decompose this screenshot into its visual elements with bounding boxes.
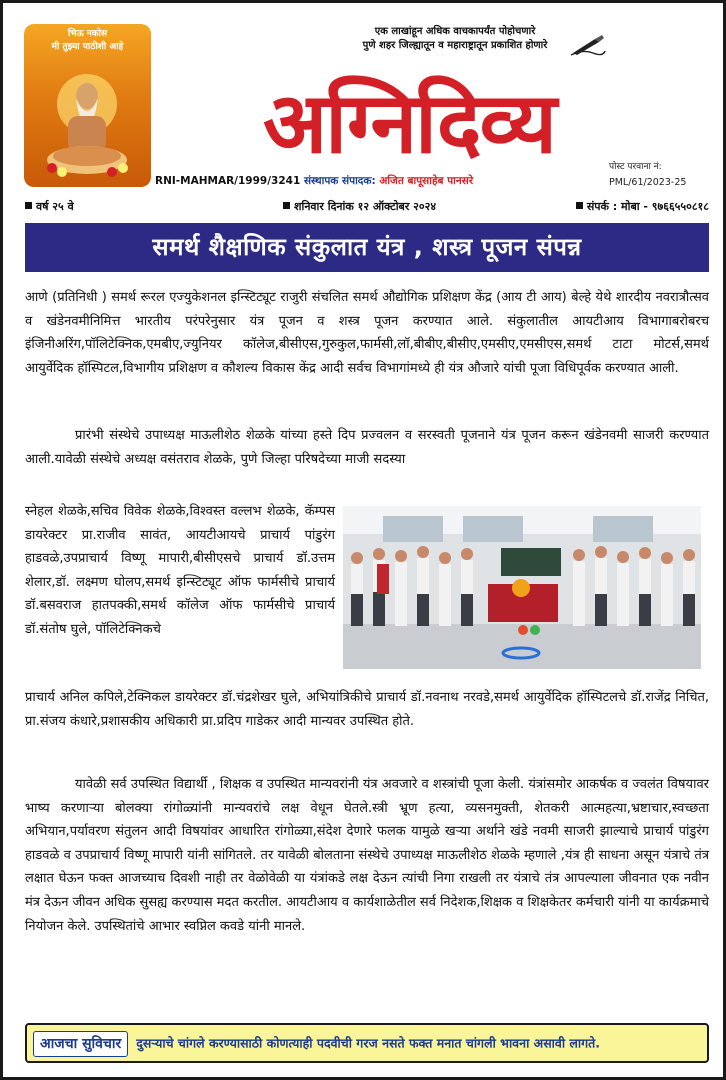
editor-name: अजित बापूसाहेब पानसरे (379, 175, 474, 187)
thought-label: आजचा सुविचार (33, 1031, 128, 1057)
article-paragraph-1: आणे (प्रतिनिधी ) समर्थ रूरल एज्युकेशनल इन्स्टिट्यूट राजुरी संचलित समर्थ औद्योगिक प्रशिक्षण केंद्र (आय टी आय) बेल्हे येथे शारदीय नवरात्रौत्सव व खंडेनवमीनिमित्त भारतीय परंपरेनुसार यंत्र पूजन व शस्त्र पूजन करण्यात आले. संकुलातील आयटीआय विभागाबरोबरच इंजिनीअरिंग,पॉलिटेक्निक,एमबीए,ज्युनियर कॉलेज,बीसीएस,गुरुकुल,फार्मसी,लॉ,बीबीए,बीसीए,एमसीए,एमसीएस,समर्थ टाटा मोटर्स,समर्थ आयुर्वेदिक हॉस्पिटल,विभागीय प्रशिक्षण व कौशल्य विकास केंद्र आदी सर्वच विभागांमध्ये ही यंत्र औजारे यांची पूजा विधिपूर्वक करण्यात आली. (25, 290, 709, 376)
newspaper-tagline (321, 25, 589, 53)
postal-permit (609, 159, 719, 191)
saint-portrait-image (24, 24, 151, 187)
postal-permit-label: पोस्ट परवाना नं: (609, 162, 662, 172)
tagline-line-1: एक लाखांहून अधिक वाचकापर्यंत पोहोचणारे (374, 26, 536, 37)
article-paragraph-2-rest: प्राचार्य अनिल कपिले,टेक्निकल डायरेक्टर डॉ.चंद्रशेखर घुले, अभियांत्रिकीचे प्राचार्य डॉ.नवनाथ नरवडे,समर्थ आयुर्वेदिक हॉस्पिटलचे डॉ.राजेंद्र निचित, प्रा.संजय कंधारे,प्रशासकीय अधिकारी प्रा.प्रदिप गाडेकर आदी मान्यवर उपस्थित होते. (25, 690, 709, 729)
newspaper-title: अग्निदिव्य (263, 74, 555, 172)
bullet-square-icon (25, 202, 32, 209)
thought-text: दुसऱ्याचे चांगले करण्यासाठी कोणत्याही पदवीची गरज नसते फक्त मनात चांगली भावना असावी लागते. (136, 1035, 601, 1051)
dateline-year-text: वर्ष २५ वे (36, 200, 74, 213)
event-group-photo (343, 506, 701, 669)
article-paragraph-3: यावेळी सर्व उपस्थित विद्यार्थी , शिक्षक व उपस्थित मान्यवरांनी यंत्र अवजारे व शस्त्रांची पूजा केली. यंत्रांसमोर आकर्षक व ज्वलंत विषयावर भाष्य करणाऱ्या बोलक्या रांगोळ्यांनी मान्यवरांचे लक्ष वेधून घेतले.स्त्री भ्रूण हत्या, व्यसनमुक्ती, शेतकरी आत्महत्या,भ्रष्टाचार,स्वच्छता अभियान,पर्यावरण संतुलन आदी विषयांवर आधारित रांगोळ्या,संदेश देणारे फलक यामुळे खऱ्या अर्थाने खंडे नवमी साजरी झाल्याचे प्राचार्य पांडुरंग हाडवळे व उपप्राचार्य विष्णू मापारी यांनी सांगितले. तर यावेळी बोलताना संस्थेचे उपाध्यक्ष माऊलीशेठ शेळके म्हणाले ,यंत्र ही साधना असून यंत्राचे तंत्र लक्षात घेऊन फक्त आजच्याच दिवशी नाही तर वेळोवेळी या यंत्रांकडे लक्ष देऊन त्यांची निगा राखली तर यंत्राचे तंत्र आपल्याला जीवनात एक नवीन मंत्र देऊन जीवन अधिक सुसह्य करण्यास मदत करतील. आयटीआय व कार्यशाळेतील सर्व निदेशक,शिक्षक व शिक्षकेतर कर्मचारी यांनी या कार्यक्रमाचे नियोजन केले. उपस्थितांचे आभार स्वप्निल कवडे यांनी मानले. (25, 777, 710, 934)
caption-line-2: मी तुझ्या पाठीशी आहे (51, 42, 124, 52)
dateline-contact-text: संपर्क : मोबा - ९७६६५५०८१८ (586, 200, 709, 213)
dateline-contact (576, 199, 709, 214)
registration-line (155, 174, 473, 188)
saint-figure-illustration (40, 64, 135, 182)
article-paragraph-2-intro: प्रारंभी संस्थेचे उपाध्यक्ष माऊलीशेठ शेळके यांच्या हस्ते दिप प्रज्वलन व सरस्वती पूजनाने यंत्र पूजन करून खंडेनवमी साजरी करण्यात आली.यावेळी संस्थेचे अध्यक्ष वसंतराव शेळके, पुणे जिल्हा परिषदेच्या माजी सदस्या (25, 428, 709, 467)
thought-of-the-day (25, 1023, 709, 1063)
dateline-date-text: शनिवार दिनांक १२ ऑक्टोबर २०२४ (294, 200, 437, 213)
bullet-square-icon (283, 202, 290, 209)
dateline-year (25, 199, 74, 214)
article-headline: समर्थ शैक्षणिक संकुलात यंत्र , शस्त्र पूजन संपन्न (25, 223, 709, 272)
pen-icon (569, 33, 607, 57)
bullet-square-icon (576, 202, 583, 209)
postal-permit-number: PML/61/2023-25 (609, 177, 687, 188)
tagline-line-2: पुणे शहर जिल्ह्यातून व महाराष्ट्रातून प्रकाशित होणारे (362, 40, 548, 51)
article-paragraph-2-column: स्नेहल शेळके,सचिव विवेक शेळके,विश्वस्त वल्लभ शेळके, कॅम्पस डायरेक्टर प्रा.राजीव सावंत, आयटीआयचे प्राचार्य पांडुरंग हाडवळे,उपप्राचार्य विष्णू मापारी,बीसीएसचे प्राचार्य डॉ.उत्तम शेलार,डॉ. लक्ष्मण घोलप,समर्थ इन्स्टिट्यूट ऑफ फार्मसीचे प्राचार्य डॉ.बसवराज हातपक्की,समर्थ कॉलेज ऑफ फार्मसीचे प्राचार्य डॉ.संतोष घुले, पॉलिटेक्निकचे (25, 504, 335, 637)
rni-number: RNI-MAHMAR/1999/3241 (155, 175, 301, 187)
dateline-date (283, 199, 436, 214)
editor-label: संस्थापक संपादक: (303, 175, 376, 187)
caption-line-1: भिऊ नकोस (67, 29, 108, 39)
saint-portrait-caption (24, 28, 151, 54)
dateline-bar (25, 199, 709, 216)
